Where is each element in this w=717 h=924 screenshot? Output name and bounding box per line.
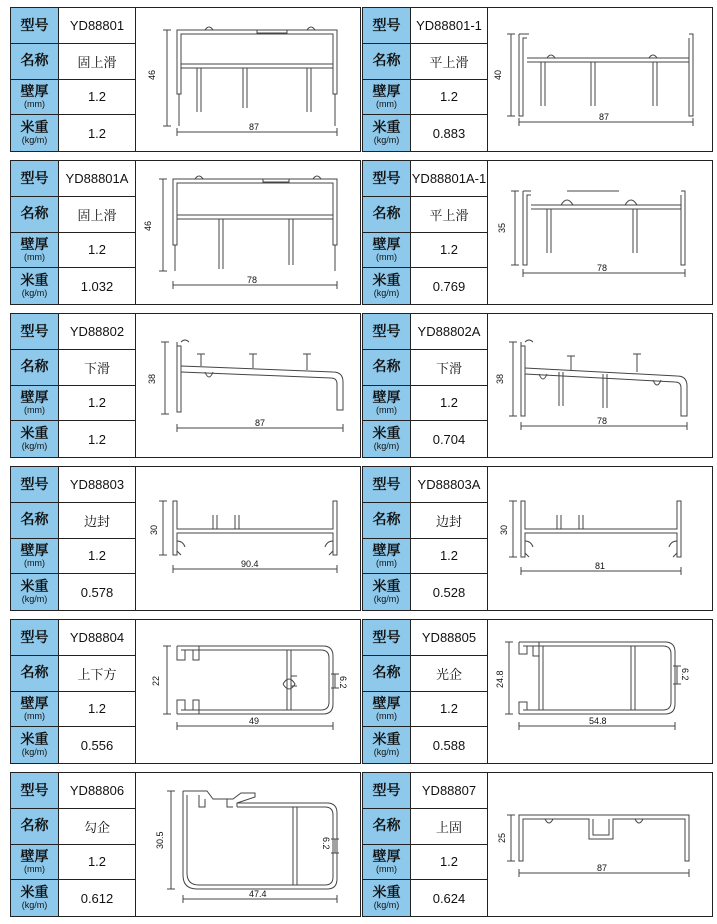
- weight-unit: (kg/m): [21, 593, 48, 604]
- width-dim: 54.8: [589, 716, 607, 726]
- profile-drawing: [137, 773, 361, 916]
- spec-table: [11, 161, 136, 304]
- wall-label: [363, 692, 411, 728]
- profile-card: [362, 772, 713, 917]
- weight-label: [11, 268, 59, 304]
- profile-drawing: [137, 467, 361, 610]
- width-dim: 90.4: [241, 559, 259, 569]
- width-dim: 78: [597, 263, 608, 273]
- model-value: YD88804: [59, 620, 136, 656]
- profile-drawing: [489, 314, 713, 457]
- weight-unit: (kg/m): [373, 899, 400, 910]
- wall-value: 1.2: [59, 539, 136, 575]
- profile-card: [362, 313, 713, 458]
- model-label: 型号: [363, 8, 411, 44]
- wall-label: [363, 386, 411, 422]
- height-dim: 38: [147, 373, 157, 384]
- height-dim: 25: [497, 832, 507, 843]
- name-label: 名称: [11, 656, 59, 692]
- wall-label: [363, 80, 411, 116]
- wall-unit: (mm): [24, 98, 45, 109]
- name-value: 上固: [411, 809, 488, 845]
- wall-value: 1.2: [59, 386, 136, 422]
- weight-value: 0.883: [411, 115, 488, 151]
- wall-unit: (mm): [24, 863, 45, 874]
- wall-unit: (mm): [24, 404, 45, 415]
- profile-card: [362, 466, 713, 611]
- model-label: 型号: [11, 161, 59, 197]
- name-value: 光企: [411, 656, 488, 692]
- profile-drawing: [489, 620, 713, 763]
- weight-unit: (kg/m): [21, 440, 48, 451]
- weight-label-text: 米重: [20, 578, 49, 595]
- width-dim: 87: [599, 112, 610, 122]
- weight-unit: (kg/m): [21, 746, 48, 757]
- wall-label-text: 壁厚: [372, 542, 401, 559]
- weight-label: [363, 574, 411, 610]
- model-value: YD88802: [59, 314, 136, 350]
- wall-label-text: 壁厚: [20, 236, 49, 253]
- model-label: 型号: [363, 161, 411, 197]
- width-dim: 49: [249, 716, 260, 726]
- name-value: 勾企: [59, 809, 136, 845]
- height-dim: 30.5: [155, 831, 165, 849]
- model-value: YD88806: [59, 773, 136, 809]
- weight-label: [11, 574, 59, 610]
- wall-unit: (mm): [376, 863, 397, 874]
- weight-value: 1.032: [59, 268, 136, 304]
- profile-drawing: [489, 773, 713, 916]
- wall-unit: (mm): [376, 557, 397, 568]
- profile-drawing: [137, 314, 361, 457]
- weight-unit: (kg/m): [373, 287, 400, 298]
- spec-table: [11, 773, 136, 916]
- profile-card: [362, 619, 713, 764]
- profile-drawing: [489, 161, 713, 304]
- extra-dim: 6.2: [321, 837, 331, 850]
- spec-table: [363, 467, 488, 610]
- model-label: 型号: [363, 620, 411, 656]
- weight-label: [363, 268, 411, 304]
- wall-label: [11, 539, 59, 575]
- model-label: 型号: [11, 773, 59, 809]
- model-label: 型号: [11, 467, 59, 503]
- wall-label-text: 壁厚: [372, 83, 401, 100]
- name-label: 名称: [11, 503, 59, 539]
- wall-unit: (mm): [376, 404, 397, 415]
- height-dim: 30: [499, 524, 509, 535]
- weight-value: 0.624: [411, 880, 488, 916]
- name-label: 名称: [363, 809, 411, 845]
- weight-value: 0.578: [59, 574, 136, 610]
- name-label: 名称: [363, 503, 411, 539]
- height-dim: 22: [151, 675, 161, 686]
- width-dim: 87: [249, 122, 260, 132]
- wall-label: [363, 845, 411, 881]
- wall-value: 1.2: [411, 539, 488, 575]
- wall-value: 1.2: [59, 845, 136, 881]
- wall-label: [363, 233, 411, 269]
- weight-label: [363, 115, 411, 151]
- height-dim: 30: [149, 524, 159, 535]
- profile-card: [10, 619, 361, 764]
- wall-value: 1.2: [59, 233, 136, 269]
- wall-label-text: 壁厚: [20, 542, 49, 559]
- wall-value: 1.2: [59, 80, 136, 116]
- extra-dim: 6.2: [680, 668, 690, 681]
- weight-label: [11, 727, 59, 763]
- width-dim: 78: [597, 416, 608, 426]
- weight-label-text: 米重: [372, 119, 401, 136]
- profile-card: [10, 7, 361, 152]
- wall-label-text: 壁厚: [20, 83, 49, 100]
- model-label: 型号: [363, 467, 411, 503]
- height-dim: 38: [495, 373, 505, 384]
- height-dim: 35: [497, 222, 507, 233]
- weight-unit: (kg/m): [21, 134, 48, 145]
- weight-label-text: 米重: [372, 272, 401, 289]
- width-dim: 47.4: [249, 889, 267, 899]
- weight-unit: (kg/m): [373, 440, 400, 451]
- name-value: 下滑: [59, 350, 136, 386]
- weight-label-text: 米重: [20, 272, 49, 289]
- model-value: YD88803: [59, 467, 136, 503]
- weight-value: 1.2: [59, 115, 136, 151]
- width-dim: 87: [597, 863, 608, 873]
- weight-value: 0.588: [411, 727, 488, 763]
- wall-value: 1.2: [411, 80, 488, 116]
- model-label: 型号: [363, 773, 411, 809]
- spec-table: [11, 620, 136, 763]
- weight-label-text: 米重: [20, 884, 49, 901]
- weight-label: [11, 421, 59, 457]
- weight-label-text: 米重: [372, 731, 401, 748]
- weight-unit: (kg/m): [21, 899, 48, 910]
- wall-label-text: 壁厚: [372, 389, 401, 406]
- name-value: 平上滑: [411, 44, 488, 80]
- wall-label: [11, 233, 59, 269]
- weight-label-text: 米重: [20, 425, 49, 442]
- spec-table: [11, 467, 136, 610]
- profile-card: [10, 313, 361, 458]
- spec-table: [363, 161, 488, 304]
- spec-table: [363, 773, 488, 916]
- weight-label-text: 米重: [20, 731, 49, 748]
- weight-value: 0.704: [411, 421, 488, 457]
- name-value: 边封: [411, 503, 488, 539]
- profile-drawing: [489, 8, 713, 151]
- model-value: YD88801A-1: [411, 161, 488, 197]
- spec-table: [363, 314, 488, 457]
- name-label: 名称: [11, 197, 59, 233]
- name-label: 名称: [11, 350, 59, 386]
- wall-label-text: 壁厚: [372, 236, 401, 253]
- weight-unit: (kg/m): [373, 134, 400, 145]
- profile-drawing: [137, 8, 361, 151]
- height-dim: 40: [493, 69, 503, 80]
- model-label: 型号: [363, 314, 411, 350]
- wall-unit: (mm): [24, 557, 45, 568]
- wall-label: [11, 692, 59, 728]
- weight-value: 0.556: [59, 727, 136, 763]
- width-dim: 81: [595, 561, 606, 571]
- model-label: 型号: [11, 314, 59, 350]
- wall-label-text: 壁厚: [372, 695, 401, 712]
- model-value: YD88805: [411, 620, 488, 656]
- wall-label-text: 壁厚: [20, 848, 49, 865]
- weight-label: [363, 880, 411, 916]
- model-label: 型号: [11, 8, 59, 44]
- spec-table: [363, 620, 488, 763]
- profile-card: [10, 466, 361, 611]
- name-label: 名称: [363, 197, 411, 233]
- name-label: 名称: [363, 656, 411, 692]
- model-value: YD88801: [59, 8, 136, 44]
- wall-label-text: 壁厚: [372, 848, 401, 865]
- spec-table: [11, 8, 136, 151]
- name-value: 平上滑: [411, 197, 488, 233]
- model-value: YD88803A: [411, 467, 488, 503]
- profile-drawing: [489, 467, 713, 610]
- model-label: 型号: [11, 620, 59, 656]
- wall-unit: (mm): [376, 710, 397, 721]
- profile-card: [362, 160, 713, 305]
- wall-label: [11, 80, 59, 116]
- name-value: 下滑: [411, 350, 488, 386]
- name-label: 名称: [11, 44, 59, 80]
- weight-value: 1.2: [59, 421, 136, 457]
- name-value: 边封: [59, 503, 136, 539]
- wall-label-text: 壁厚: [20, 389, 49, 406]
- weight-label-text: 米重: [372, 884, 401, 901]
- wall-unit: (mm): [24, 710, 45, 721]
- model-value: YD88802A: [411, 314, 488, 350]
- name-value: 上下方: [59, 656, 136, 692]
- weight-value: 0.769: [411, 268, 488, 304]
- wall-label: [11, 845, 59, 881]
- name-label: 名称: [363, 44, 411, 80]
- wall-value: 1.2: [59, 692, 136, 728]
- wall-label: [11, 386, 59, 422]
- weight-label: [363, 727, 411, 763]
- weight-value: 0.528: [411, 574, 488, 610]
- wall-label-text: 壁厚: [20, 695, 49, 712]
- wall-label: [363, 539, 411, 575]
- weight-unit: (kg/m): [21, 287, 48, 298]
- wall-value: 1.2: [411, 233, 488, 269]
- spec-table: [11, 314, 136, 457]
- profile-card: [362, 7, 713, 152]
- profile-card: [10, 772, 361, 917]
- extra-dim: 6.2: [338, 676, 348, 689]
- height-dim: 46: [143, 220, 153, 231]
- model-value: YD88801-1: [411, 8, 488, 44]
- weight-value: 0.612: [59, 880, 136, 916]
- spec-table: [363, 8, 488, 151]
- profile-drawing: [137, 620, 361, 763]
- weight-unit: (kg/m): [373, 746, 400, 757]
- name-label: 名称: [11, 809, 59, 845]
- name-value: 固上滑: [59, 44, 136, 80]
- width-dim: 87: [255, 418, 266, 428]
- weight-label-text: 米重: [20, 119, 49, 136]
- profile-card: [10, 160, 361, 305]
- model-value: YD88801A: [59, 161, 136, 197]
- width-dim: 78: [247, 275, 258, 285]
- weight-label: [11, 880, 59, 916]
- height-dim: 24.8: [495, 670, 505, 688]
- wall-value: 1.2: [411, 386, 488, 422]
- wall-unit: (mm): [376, 98, 397, 109]
- name-value: 固上滑: [59, 197, 136, 233]
- model-value: YD88807: [411, 773, 488, 809]
- wall-value: 1.2: [411, 845, 488, 881]
- name-label: 名称: [363, 350, 411, 386]
- weight-unit: (kg/m): [373, 593, 400, 604]
- weight-label: [363, 421, 411, 457]
- weight-label-text: 米重: [372, 578, 401, 595]
- profile-drawing: [137, 161, 361, 304]
- weight-label: [11, 115, 59, 151]
- wall-unit: (mm): [24, 251, 45, 262]
- height-dim: 46: [147, 69, 157, 80]
- weight-label-text: 米重: [372, 425, 401, 442]
- wall-unit: (mm): [376, 251, 397, 262]
- wall-value: 1.2: [411, 692, 488, 728]
